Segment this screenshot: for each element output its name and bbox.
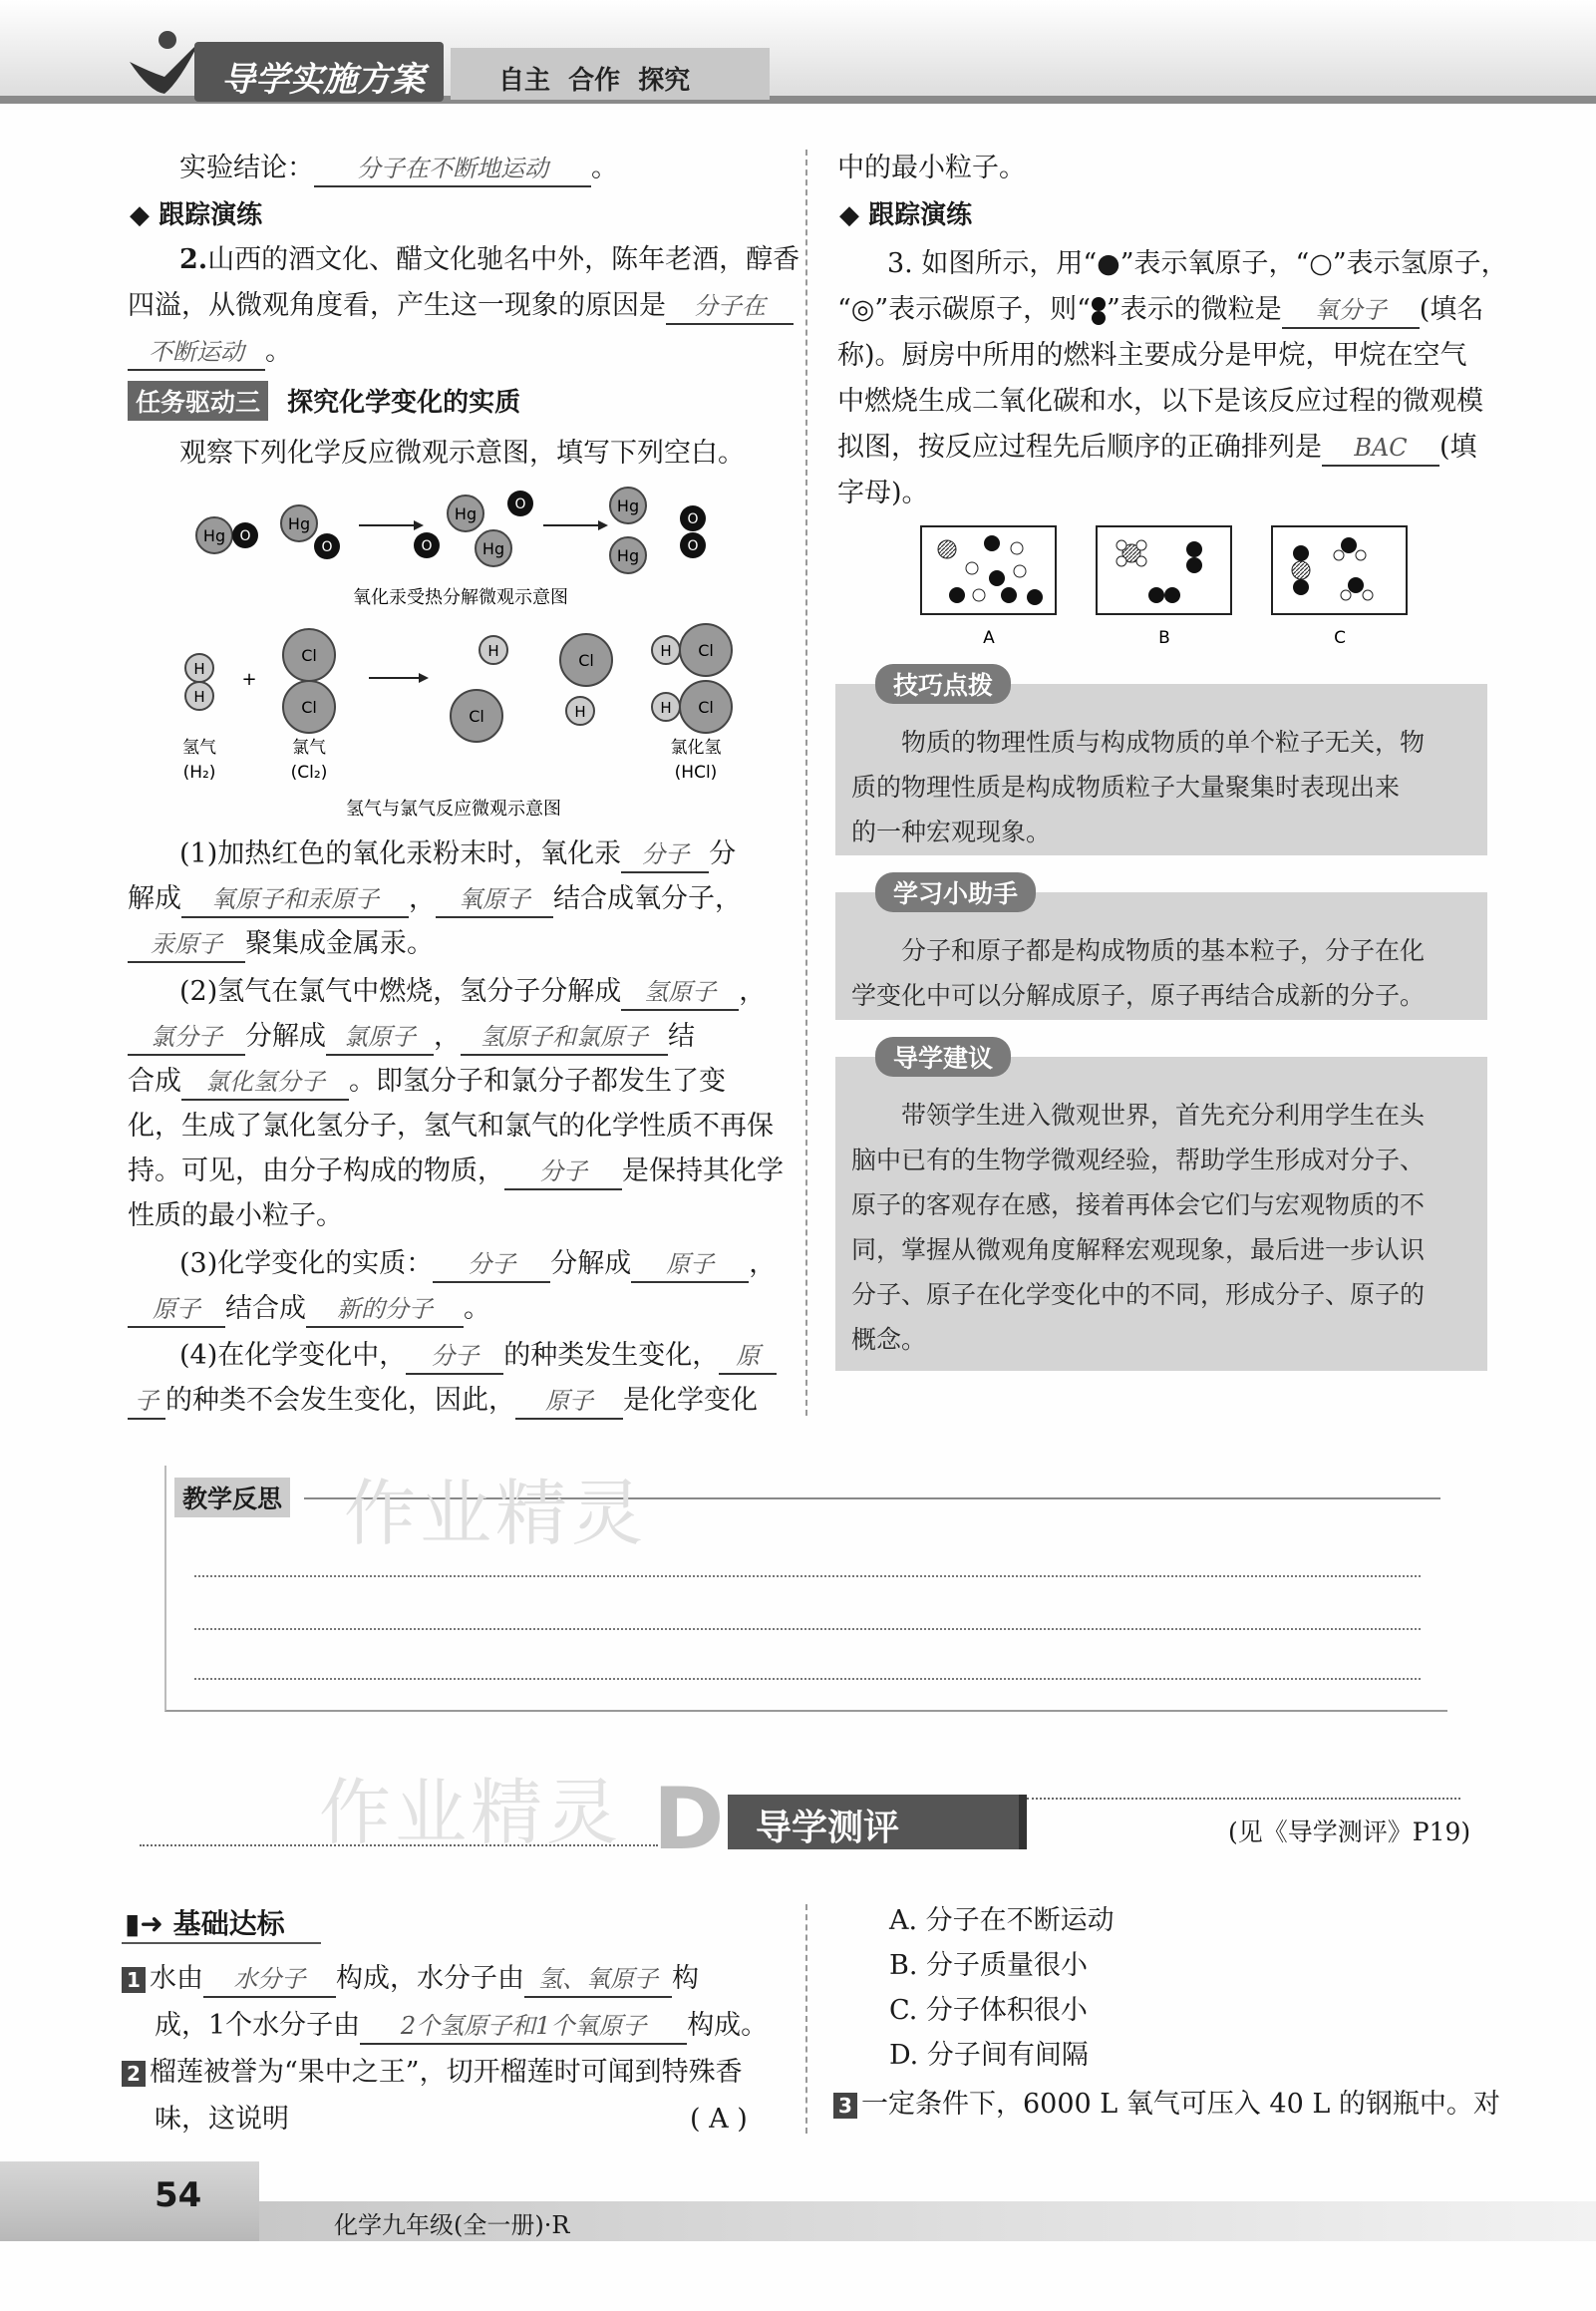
answer-bracket: ( A )	[690, 2104, 748, 2135]
hcl-molecule	[652, 681, 732, 733]
svg-text:(H₂): (H₂)	[182, 763, 216, 783]
svg-text:O: O	[421, 538, 433, 554]
para-2: (2)氢气在氯气中燃烧，氢分子分解成 氢原子 ，	[179, 969, 766, 1014]
task-intro: 观察下列化学反应微观示意图，填写下列空白。	[179, 438, 745, 469]
cl-atom	[560, 634, 612, 686]
svg-text:Hg: Hg	[616, 496, 640, 515]
test-reference: (见《导学测评》P19)	[1228, 1817, 1471, 1846]
svg-text:A: A	[983, 628, 995, 648]
hgo-diagram	[189, 484, 728, 623]
svg-text:Hg: Hg	[454, 504, 478, 523]
conclusion-line: 实验结论： 分子在不断地运动 。	[179, 146, 618, 190]
svg-text:O: O	[687, 538, 699, 554]
o2-molecule	[680, 505, 706, 558]
svg-text:H: H	[193, 660, 205, 678]
footer-band	[0, 2161, 1596, 2241]
reaction-panels	[917, 523, 1416, 653]
test-title: 导学测评	[756, 1808, 900, 1848]
h-atom	[479, 636, 507, 664]
para-4: (4)在化学变化中， 分子 的种类发生变化， 原	[179, 1333, 777, 1378]
test-question-1: 1 水由 水分子 构成，水分子由 氢、氧原子 构	[122, 1956, 699, 2001]
diamond-icon: ◆	[130, 200, 150, 230]
oxygen-molecule-icon	[1091, 296, 1107, 326]
hg-atom	[476, 530, 511, 566]
arrow-icon: ▮➜	[125, 1907, 163, 1940]
option-a: A. 分子在不断运动	[889, 1905, 1115, 1936]
para-3: (3)化学变化的实质： 分子 分解成 原子 ，	[179, 1241, 776, 1286]
tip-title: 学习小助手	[875, 872, 1036, 912]
watermark: 作业精灵	[319, 1771, 623, 1854]
cl-atom	[451, 690, 502, 742]
svg-text:H: H	[660, 642, 672, 660]
tip-title: 导学建议	[875, 1037, 1011, 1077]
section-letter: D	[653, 1770, 725, 1869]
option-b: B. 分子质量很小	[889, 1950, 1089, 1981]
practice-label-left: ◆ 跟踪演练	[130, 200, 263, 230]
option-c: C. 分子体积很小	[889, 1995, 1088, 2026]
watermark: 作业精灵	[344, 1472, 648, 1555]
answer: 分子在	[666, 289, 794, 325]
svg-text:(HCl): (HCl)	[674, 763, 718, 783]
tip-box-skills: 技巧点拨 物质的物理性质与构成物质的单个粒子无关，物 质的物理性质是构成物质粒子大量聚集时表现出来 的一种宏观现象。	[835, 684, 1487, 855]
svg-text:H: H	[487, 642, 499, 660]
svg-text:氯气: 氯气	[292, 738, 326, 758]
reflection-line	[194, 1575, 1421, 1577]
tip-box-helper: 学习小助手 分子和原子都是构成物质的基本粒子，分子在化 学变化中可以分解成原子，原子再结合成新的分子。	[835, 892, 1487, 1020]
column-divider	[805, 150, 807, 1416]
h2-molecule	[185, 654, 213, 710]
svg-text:H: H	[574, 703, 586, 721]
book-title: 化学九年级(全一册)·R	[334, 2211, 570, 2239]
question-2: 2.山西的酒文化、醋文化驰名中外，陈年老酒，醇香	[179, 244, 800, 275]
svg-text:Cl: Cl	[469, 707, 484, 726]
diamond-icon: ◆	[839, 200, 859, 230]
svg-text:+: +	[241, 669, 257, 690]
panel-a	[921, 526, 1056, 648]
hg-atom	[610, 488, 646, 523]
svg-text:Cl: Cl	[698, 641, 714, 660]
svg-text:Cl: Cl	[698, 698, 714, 717]
hcl-molecule	[652, 624, 732, 676]
test-question-2: 2 榴莲被誉为“果中之王”，切开榴莲时可闻到特殊香	[122, 2050, 743, 2095]
task-heading	[128, 381, 520, 421]
task-tag: 任务驱动三	[128, 381, 268, 421]
option-d: D. 分子间有间隔	[889, 2040, 1089, 2071]
reflection-line	[194, 1678, 1421, 1680]
svg-text:氯化氢: 氯化氢	[670, 738, 722, 758]
svg-text:(Cl₂): (Cl₂)	[290, 763, 328, 783]
hg-atom	[610, 537, 646, 573]
svg-text:H: H	[660, 699, 672, 717]
para-1: (1)加热红色的氧化汞粉末时，氧化汞 分子 分	[179, 831, 736, 876]
reflection-label: 教学反思	[174, 1478, 290, 1517]
column-divider	[805, 1904, 807, 2134]
svg-text:Hg: Hg	[202, 526, 226, 545]
page-number: 54	[155, 2175, 202, 2215]
hcl-diagram	[169, 623, 748, 823]
svg-text:O: O	[514, 496, 526, 512]
hgo-molecule-1	[196, 517, 258, 553]
cl2-molecule	[283, 629, 335, 733]
o-atom	[507, 491, 533, 516]
reflection-line	[194, 1628, 1421, 1630]
svg-text:B: B	[1158, 628, 1170, 648]
reflection-section	[164, 1466, 1445, 1710]
test-question-3: 3 一定条件下，6000 L 氧气可压入 40 L 的钢瓶中。对	[833, 2082, 1500, 2127]
svg-text:Hg: Hg	[481, 539, 505, 558]
basic-heading: ▮➜ 基础达标	[125, 1907, 285, 1940]
header-tags: 自主 合作 探究	[498, 66, 691, 96]
svg-text:Hg: Hg	[616, 546, 640, 565]
panel-b	[1097, 526, 1231, 648]
question-3: 3. 如图所示，用“●”表示氧原子，“○”表示氢原子，	[887, 248, 1508, 279]
header-band	[0, 0, 1596, 108]
svg-text:H: H	[193, 688, 205, 706]
answer: 分子在不断地运动	[314, 152, 591, 187]
svg-text:Cl: Cl	[301, 646, 317, 665]
svg-text:Hg: Hg	[287, 514, 311, 533]
svg-text:O: O	[321, 539, 333, 555]
answer: 不断运动	[128, 335, 265, 371]
svg-text:C: C	[1334, 628, 1346, 648]
svg-text:O: O	[687, 511, 699, 527]
practice-label-right: ◆ 跟踪演练	[839, 200, 973, 230]
tip-box-suggestion: 导学建议 带领学生进入微观世界，首先充分利用学生在头 脑中已有的生物学微观经验，帮助学生形成对分子、 原子的客观存在感，接着再体会它们与宏观物质的不 同，掌握从微观角度解释宏观现象，最后进一步认识 分子、原子在化学变化中的不同，形成分子、原子的 概念。	[835, 1057, 1487, 1371]
svg-text:氢气: 氢气	[182, 738, 216, 758]
task-title: 探究化学变化的实质	[287, 388, 521, 418]
svg-text:Cl: Cl	[301, 698, 317, 717]
h-atom	[566, 697, 594, 725]
diagram1-caption: 氧化汞受热分解微观示意图	[353, 587, 568, 608]
tip-title: 技巧点拨	[875, 664, 1011, 704]
hg-atom	[448, 495, 483, 531]
svg-text:Cl: Cl	[578, 651, 594, 670]
svg-text:O: O	[239, 528, 251, 544]
hgo-molecule-2	[281, 505, 340, 559]
diagram2-caption: 氢气与氯气反应微观示意图	[346, 799, 561, 820]
o-atom	[414, 532, 440, 558]
panel-c	[1272, 526, 1407, 648]
header-title: 导学实施方案	[221, 60, 425, 100]
